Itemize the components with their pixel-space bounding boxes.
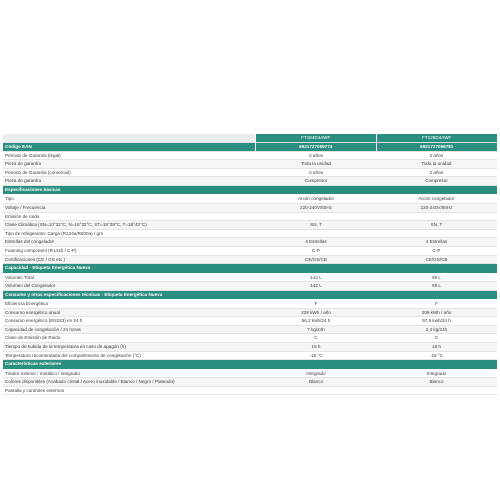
row-value-a: Blanco	[308, 379, 324, 385]
row-value-b: 2 años	[429, 169, 444, 175]
section-spacer	[256, 360, 376, 368]
row-value-a: 56,2 kwh/24 h	[301, 318, 331, 324]
row-value-b: F	[435, 301, 438, 307]
row-label: Pieza de garantía	[5, 161, 42, 167]
row-value-a: Toda la unidad	[301, 161, 331, 167]
row-value-a	[256, 230, 376, 238]
row-label: Tirador exterior / metálico / integrado	[5, 370, 80, 376]
row-value-b: CE/GS/CB	[425, 256, 448, 262]
table-row	[3, 221, 497, 230]
row-value-b: -18 °C	[429, 352, 444, 358]
table-row	[3, 300, 497, 309]
table-row	[3, 213, 497, 222]
row-label: Capacidad de congelación / 24 horas	[5, 326, 81, 332]
row-label: Clase de Emisión de Ruido	[5, 335, 61, 341]
section-title: Especificaciones básicas	[5, 186, 61, 192]
row-value-b: 209 kWh / año	[421, 309, 452, 315]
row-value-a: Compresor	[304, 178, 328, 184]
row-value-b: Integrado	[426, 370, 447, 376]
table-row	[3, 256, 497, 265]
section-spacer	[256, 291, 376, 299]
table-row	[3, 169, 497, 178]
section-spacer	[376, 360, 497, 368]
row-label: Temperatura recomendada del compartimento de congelación (°C)	[5, 352, 141, 358]
ean-label: Código EAN	[5, 144, 32, 149]
table-row	[3, 274, 497, 283]
row-value-b: Compresor	[425, 178, 448, 184]
row-label: Tiempo de subida de la temperatura en caso de apagón (h)	[5, 344, 126, 350]
row-label: Período de Garantía (comercial)	[5, 169, 71, 175]
table-row	[3, 238, 497, 247]
row-value-a: 142 L	[310, 274, 322, 280]
row-value-b: SN, T	[430, 222, 443, 228]
row-value-a: Integrado	[306, 370, 326, 376]
row-value-b	[376, 230, 497, 238]
table-row	[3, 309, 497, 318]
table-row	[3, 204, 497, 213]
ean-a: 6921727059774	[255, 143, 376, 151]
table-row	[3, 195, 497, 204]
row-value-b	[376, 387, 497, 395]
row-value-b: C	[434, 335, 439, 341]
row-value-a: 220-240V/50Hz	[300, 204, 332, 210]
row-value-a: 7 kg/24h	[307, 326, 325, 332]
row-label: Eficiencia Energética	[5, 301, 48, 307]
row-label: Tipo de refrigerante: Carga (R134a/R600a) / grs	[5, 230, 103, 236]
row-label: Emisión de ruido	[5, 213, 40, 219]
row-label: Período de Garantía (legal)	[5, 152, 61, 158]
spec-table	[3, 134, 497, 395]
row-value-a: 2 años	[309, 169, 323, 175]
row-value-b: Blanco	[429, 379, 444, 385]
row-value-b: 16 h	[432, 344, 441, 350]
section-spacer	[376, 264, 497, 272]
section-header-consumption	[3, 291, 497, 300]
row-value-b: 4 Estrellas	[425, 239, 448, 245]
row-value-a: 16 h	[311, 344, 321, 350]
model-a-name: FT184D4AWF	[255, 134, 376, 142]
row-value-b: 2 años	[429, 152, 444, 158]
table-row	[3, 247, 497, 256]
ean-b: 6921727058781	[376, 143, 498, 151]
row-value-b: 95 L	[432, 274, 441, 280]
row-value-b: 95 L	[432, 283, 441, 289]
section-spacer	[256, 186, 376, 194]
row-value-a: CE/GS/CB	[305, 256, 327, 262]
row-value-a: Arcón congelador	[297, 196, 334, 202]
row-label: Certificaciones (CE / GS etc.)	[5, 256, 65, 262]
row-value-a: 2 años	[309, 152, 323, 158]
section-spacer	[256, 264, 376, 272]
row-label: Consumo energético (EN153) en 24 h	[5, 318, 83, 324]
row-label: Pantalla y controles externos	[5, 387, 64, 393]
row-label: Colores disponibles (Acabado cristal / Acero inoxidable / Blanco / Negro / Plateado)	[5, 379, 175, 385]
row-value-b: 220-240V/50Hz	[420, 204, 453, 210]
section-header-exterior	[3, 360, 497, 369]
row-value-a	[256, 213, 376, 221]
table-row	[3, 177, 497, 186]
row-label: Clase Climática (SN=10°32°C, N=16°32°C, ST=18°38°C, T=18°43°C)	[5, 222, 147, 228]
row-label: Volumen del Congelador	[5, 283, 56, 289]
model-b-name: FT125D4AWF	[376, 134, 498, 142]
row-value-a: F	[314, 301, 318, 307]
table-row	[3, 152, 497, 161]
row-label: Estrellas del congelador	[5, 239, 55, 245]
row-value-a: 4 Estrellas	[305, 239, 327, 245]
table-row	[3, 343, 497, 352]
row-label: Tipo	[5, 196, 14, 202]
table-row	[3, 230, 497, 239]
section-title: Características exteriores	[5, 361, 62, 367]
row-label: Pieza de garantía	[5, 178, 42, 184]
model-header-spacer	[3, 134, 255, 142]
table-row	[3, 326, 497, 335]
row-value-b: 57,6 kwh/24 h	[422, 318, 451, 324]
table-row	[3, 370, 497, 379]
row-value-a	[256, 387, 376, 395]
row-label: Foaming component (R141b / C-P)	[5, 247, 77, 253]
section-spacer	[376, 186, 497, 194]
section-header-basic	[3, 186, 497, 195]
section-title: Consumo y otras especificaciones técnicas - Etiqueta Energética Nueva	[5, 291, 163, 297]
table-row	[3, 282, 497, 291]
table-row	[3, 387, 497, 396]
table-row	[3, 378, 497, 387]
ean-row	[3, 143, 497, 152]
row-value-a: C	[314, 335, 318, 341]
section-title: Capacidad - Etiqueta Energética Nueva	[5, 265, 91, 271]
row-value-a: -18 °C	[309, 352, 323, 358]
table-row	[3, 352, 497, 361]
row-value-b	[376, 213, 497, 221]
table-row	[3, 334, 497, 343]
row-value-a: 142 L	[310, 283, 322, 289]
row-label: Voltaje / Frecuencia	[5, 204, 46, 210]
table-row	[3, 317, 497, 326]
row-label: Consumo energético anual	[5, 309, 60, 315]
row-value-b: C-P	[432, 247, 441, 253]
row-value-a: SN, T	[310, 222, 322, 228]
row-value-b: Toda la unidad	[421, 161, 452, 167]
section-spacer	[376, 291, 497, 299]
row-value-a: C-P	[312, 247, 320, 253]
model-header-row	[3, 134, 497, 143]
row-value-a: 228 kWh / año	[301, 309, 331, 315]
table-row	[3, 160, 497, 169]
row-value-b: 2,4 kg/24h	[425, 326, 448, 332]
row-value-b: Arcón congelador	[418, 196, 455, 202]
section-header-capacity	[3, 264, 497, 273]
row-label: Volumen Total	[5, 274, 34, 280]
